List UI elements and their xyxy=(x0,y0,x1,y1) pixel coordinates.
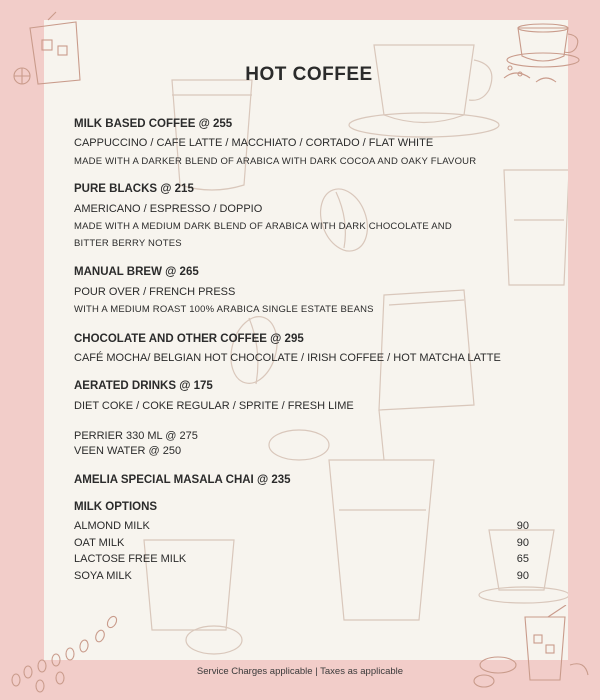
iced-drink-illustration xyxy=(8,10,98,90)
section-desc-milk-based: MADE WITH A DARKER BLEND OF ARABICA WITH DARK COCOA AND OAKY FLAVOUR xyxy=(74,156,477,167)
water-line-veen: VEEN WATER @ 250 xyxy=(74,445,182,457)
milk-option-name: OAT MILK xyxy=(74,537,125,549)
milk-option-name: SOYA MILK xyxy=(74,570,132,582)
section-title-milk-options: MILK OPTIONS xyxy=(74,501,158,513)
section-title-chocolate: CHOCOLATE AND OTHER COFFEE @ 295 xyxy=(74,333,304,345)
section-desc-pure-blacks-1: MADE WITH A MEDIUM DARK BLEND OF ARABICA WITH DARK CHOCOLATE AND xyxy=(74,221,452,232)
section-items-chocolate: CAFÉ MOCHA/ BELGIAN HOT CHOCOLATE / IRISH COFFEE / HOT MATCHA LATTE xyxy=(74,352,501,364)
water-line-perrier: PERRIER 330 ML @ 275 xyxy=(74,430,198,442)
section-desc-pure-blacks-2: BITTER BERRY NOTES xyxy=(74,238,182,249)
section-title-pure-blacks: PURE BLACKS @ 215 xyxy=(74,183,194,195)
milk-option-price: 90 xyxy=(516,520,529,532)
section-items-milk-based: CAPPUCCINO / CAFE LATTE / MACCHIATO / CORTADO / FLAT WHITE xyxy=(74,137,434,149)
menu-panel xyxy=(44,20,568,660)
section-desc-manual-brew: WITH A MEDIUM ROAST 100% ARABICA SINGLE ESTATE BEANS xyxy=(74,304,374,315)
milk-option-name: ALMOND MILK xyxy=(74,520,150,532)
section-items-manual-brew: POUR OVER / FRENCH PRESS xyxy=(74,286,236,298)
section-items-pure-blacks: AMERICANO / ESPRESSO / DOPPIO xyxy=(74,203,263,215)
section-title-milk-based: MILK BASED COFFEE @ 255 xyxy=(74,118,233,130)
iced-glass-illustration xyxy=(470,605,595,695)
section-items-aerated: DIET COKE / COKE REGULAR / SPRITE / FRESH LIME xyxy=(74,400,354,412)
section-title-aerated: AERATED DRINKS @ 175 xyxy=(74,380,213,392)
milk-option-price: 90 xyxy=(516,537,529,549)
coffee-cup-illustration xyxy=(496,8,596,88)
footer-note: Service Charges applicable | Taxes as applicable xyxy=(196,666,404,677)
section-title-chai: AMELIA SPECIAL MASALA CHAI @ 235 xyxy=(74,474,291,486)
section-title-manual-brew: MANUAL BREW @ 265 xyxy=(74,266,199,278)
milk-option-name: LACTOSE FREE MILK xyxy=(74,553,187,565)
milk-option-price: 65 xyxy=(516,553,529,565)
milk-option-price: 90 xyxy=(516,570,529,582)
coffee-beans-illustration xyxy=(0,610,130,700)
menu-title: HOT COFFEE xyxy=(245,64,373,85)
